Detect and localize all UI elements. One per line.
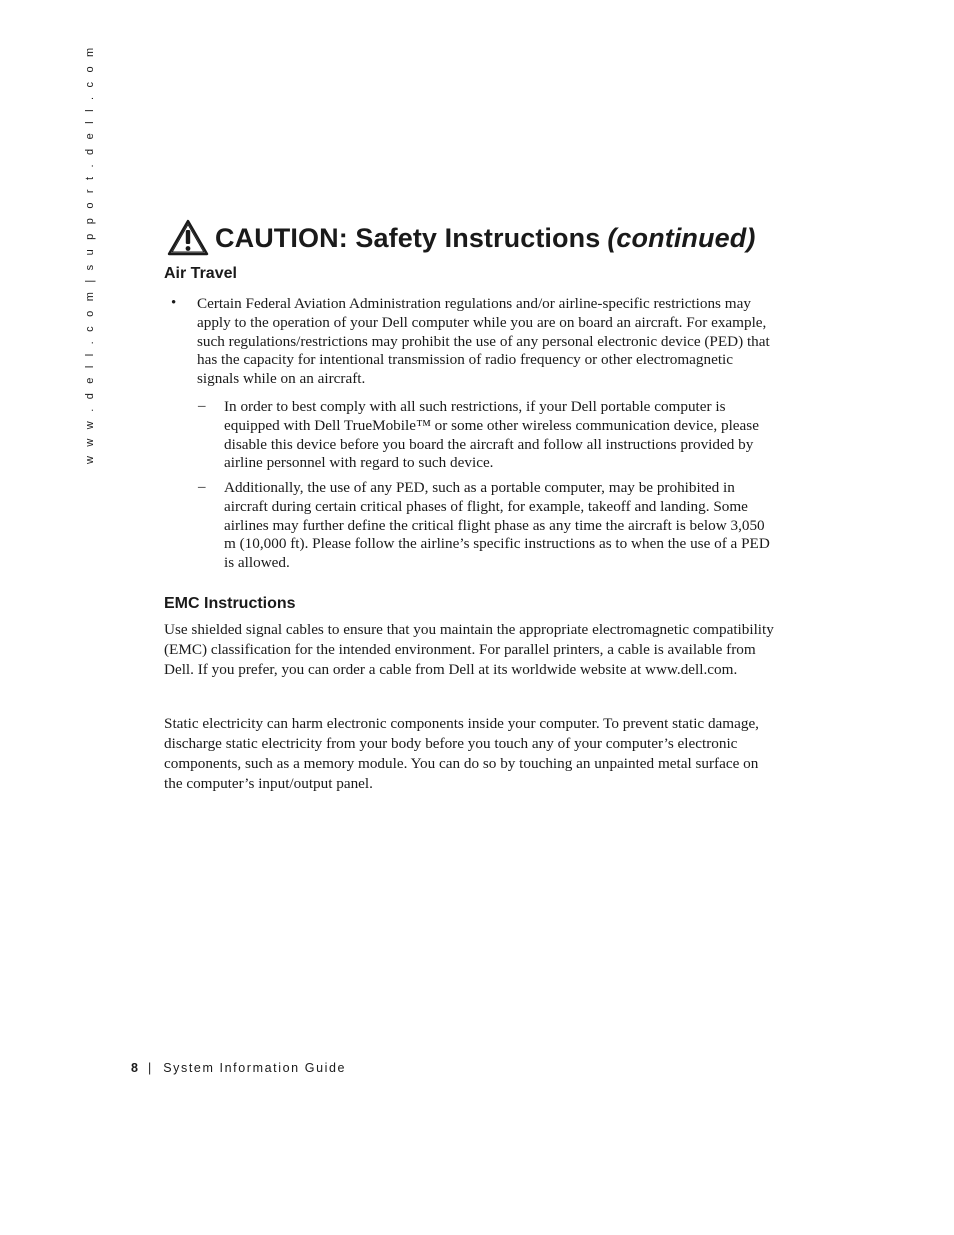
emc-heading: EMC Instructions (164, 595, 296, 612)
page-title-suffix: (continued) (607, 222, 756, 253)
footer-separator: | (147, 1061, 152, 1075)
page-footer (131, 1061, 346, 1075)
page-title (215, 223, 755, 254)
emc-paragraph-end: . (733, 661, 738, 678)
bullet-marker: • (171, 295, 177, 311)
static-electricity-paragraph: Static electricity can harm electronic components inside your computer. To prevent static damage, discharge static electricity from your body before you touch any of your computer’s electronic components, such as a memory module. You can do so by touching an unpainted metal surface on the computer’s input/output panel. (164, 715, 759, 792)
page-number: 8 (131, 1061, 138, 1075)
air-travel-subitem: Additionally, the use of any PED, such as a portable computer, may be prohibited in aircraft during certain critical phases of flight, for example, takeoff and landing. Some airlines may further define the critical flight phase as any time the aircraft is below 3,050 m (10,000 ft). Please follow the airline’s specific instructions as to when the use of a PED is allowed. (224, 479, 770, 572)
dash-marker: – (198, 398, 206, 414)
page-header (167, 218, 755, 258)
guide-title: System Information Guide (163, 1061, 347, 1075)
air-travel-bullet: Certain Federal Aviation Administration regulations and/or airline-specific restrictions may apply to the operation of your Dell computer while you are on board an aircraft. For example, such regulations/restrictions may prohibit the use of any personal electronic device (PED) that has the capacity for intentional transmission of radio frequency or other electromagnetic signals while on an aircraft. (197, 295, 770, 388)
dash-marker: – (198, 479, 206, 495)
page-title-main: CAUTION: Safety Instructions (215, 222, 601, 253)
dell-website-link[interactable]: www.dell.com (645, 661, 734, 678)
emc-paragraph (164, 620, 776, 680)
emc-paragraph-text: Use shielded signal cables to ensure that you maintain the appropriate electromagnetic compatibility (EMC) classification for the intended environment. For parallel printers, a cable is available from Dell. If you prefer, you can order a cable from Dell at its worldwide website at (164, 621, 774, 678)
caution-triangle-icon (167, 219, 209, 257)
side-url-text: w w w . d e l l . c o m | s u p p o r t . d e l l . c o m (84, 44, 96, 464)
air-travel-subitem: In order to best comply with all such restrictions, if your Dell portable computer is equipped with Dell TrueMobile™ or some other wireless communication device, please disable this device before you board the aircraft and follow all instructions provided by airline personnel with regard to such device. (224, 398, 759, 472)
air-travel-heading: Air Travel (164, 265, 237, 282)
